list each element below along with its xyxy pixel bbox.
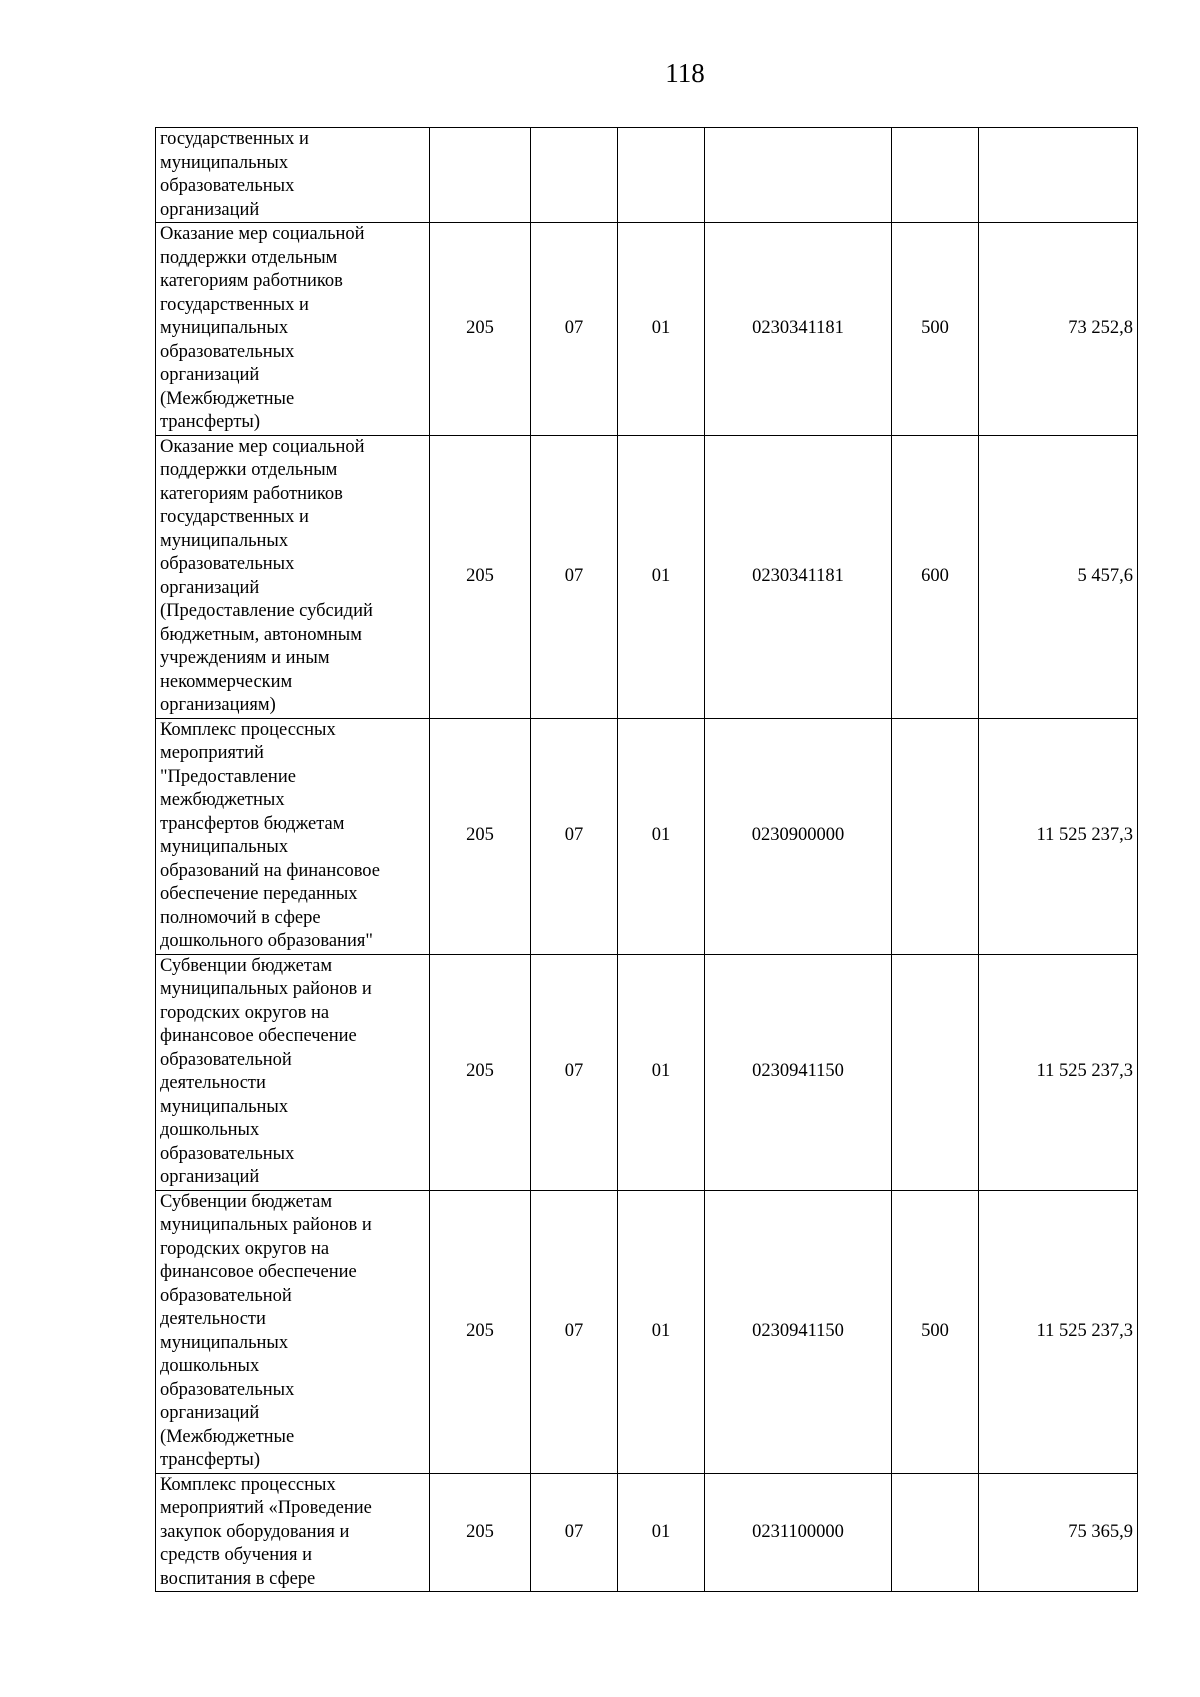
ministry-code: 205	[430, 435, 531, 718]
target-article-code: 0231100000	[705, 1473, 892, 1592]
ministry-code	[430, 128, 531, 223]
target-article-code: 0230341181	[705, 435, 892, 718]
table-row	[156, 954, 1138, 1190]
section-code: 07	[531, 435, 618, 718]
amount: 75 365,9	[979, 1473, 1138, 1592]
row-name: Субвенции бюджетам муниципальных районов и городских округов на финансовое обеспечение образовательной деятельности муниципальных дошкольных образовательных организаций	[156, 954, 430, 1190]
expense-type-code	[892, 718, 979, 954]
target-article-code: 0230941150	[705, 954, 892, 1190]
amount: 73 252,8	[979, 223, 1138, 436]
row-name: Комплекс процессных мероприятий «Проведение закупок оборудования и средств обучения и воспитания в сфере	[156, 1473, 430, 1592]
section-code: 07	[531, 954, 618, 1190]
page-number: 118	[665, 58, 705, 88]
target-article-code	[705, 128, 892, 223]
table-row	[156, 1473, 1138, 1592]
ministry-code: 205	[430, 718, 531, 954]
amount: 11 525 237,3	[979, 1190, 1138, 1473]
amount: 5 457,6	[979, 435, 1138, 718]
budget-table	[155, 127, 1138, 1592]
table-row	[156, 718, 1138, 954]
expense-type-code	[892, 128, 979, 223]
subsection-code: 01	[618, 435, 705, 718]
section-code: 07	[531, 223, 618, 436]
table-row	[156, 1190, 1138, 1473]
expense-type-code: 600	[892, 435, 979, 718]
subsection-code: 01	[618, 1190, 705, 1473]
section-code	[531, 128, 618, 223]
subsection-code: 01	[618, 954, 705, 1190]
section-code: 07	[531, 1473, 618, 1592]
row-name: Оказание мер социальной поддержки отдельным категориям работников государственных и муниципальных образовательных организаций (Предоставление субсидий бюджетным, автономным учреждениям и иным некоммерческим организациям)	[156, 435, 430, 718]
subsection-code: 01	[618, 223, 705, 436]
target-article-code: 0230900000	[705, 718, 892, 954]
subsection-code	[618, 128, 705, 223]
expense-type-code: 500	[892, 1190, 979, 1473]
table-row	[156, 435, 1138, 718]
ministry-code: 205	[430, 223, 531, 436]
subsection-code: 01	[618, 718, 705, 954]
row-name: Субвенции бюджетам муниципальных районов и городских округов на финансовое обеспечение образовательной деятельности муниципальных дошкольных образовательных организаций (Межбюджетные трансферты)	[156, 1190, 430, 1473]
expense-type-code	[892, 1473, 979, 1592]
amount: 11 525 237,3	[979, 718, 1138, 954]
amount	[979, 128, 1138, 223]
ministry-code: 205	[430, 1190, 531, 1473]
table-row	[156, 223, 1138, 436]
amount: 11 525 237,3	[979, 954, 1138, 1190]
row-name: Комплекс процессных мероприятий "Предоставление межбюджетных трансфертов бюджетам муниципальных образований на финансовое обеспечение переданных полномочий в сфере дошкольного образования"	[156, 718, 430, 954]
target-article-code: 0230941150	[705, 1190, 892, 1473]
ministry-code: 205	[430, 954, 531, 1190]
expense-type-code: 500	[892, 223, 979, 436]
section-code: 07	[531, 1190, 618, 1473]
subsection-code: 01	[618, 1473, 705, 1592]
ministry-code: 205	[430, 1473, 531, 1592]
expense-type-code	[892, 954, 979, 1190]
row-name: государственных и муниципальных образовательных организаций	[156, 128, 430, 223]
row-name: Оказание мер социальной поддержки отдельным категориям работников государственных и муниципальных образовательных организаций (Межбюджетные трансферты)	[156, 223, 430, 436]
section-code: 07	[531, 718, 618, 954]
table-row	[156, 128, 1138, 223]
target-article-code: 0230341181	[705, 223, 892, 436]
